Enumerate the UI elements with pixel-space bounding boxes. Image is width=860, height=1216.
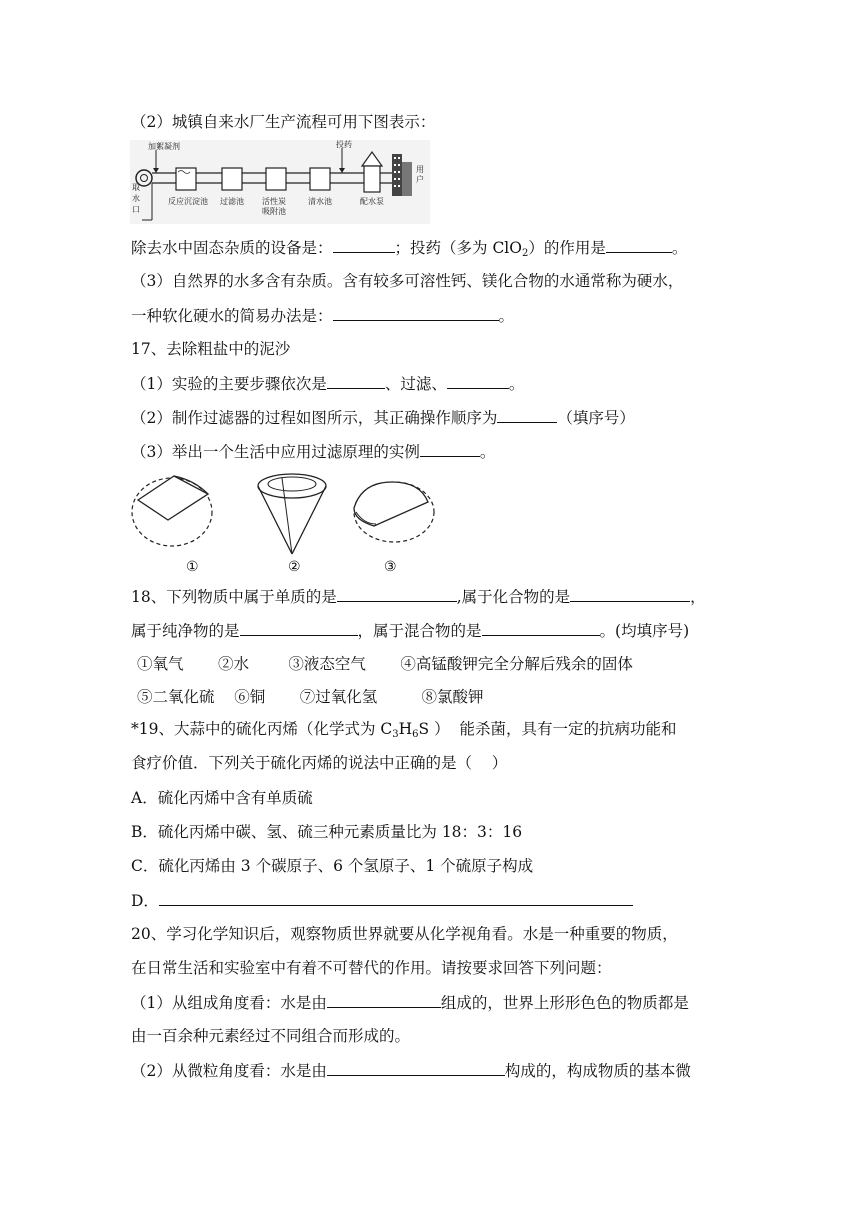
clear-water-tank — [310, 168, 330, 190]
answer-blank-example[interactable] — [420, 441, 480, 457]
q16-line-solid-impurities: 除去水中固态杂质的设备是： ；投药（多为 ClO$_2$）的作用是 。 — [131, 239, 688, 259]
q16-part3-text: （3）自然界的水多含有杂质。含有较多可溶性钙、镁化合物的水通常称为硬水， — [131, 272, 684, 290]
q17-part1: （1）实验的主要步骤依次是 、过滤、 。 — [131, 375, 525, 393]
fold-step-2-cone — [258, 474, 326, 554]
q17-part2: （2）制作过滤器的过程如图所示，其正确操作顺序为 （填序号） — [131, 409, 635, 427]
q16-part2-text: （2）城镇自来水厂生产流程可用下图表示： — [131, 113, 436, 131]
q17-title: 17、去除粗盐中的泥沙 — [131, 340, 291, 358]
answer-blank-compounds[interactable] — [570, 586, 690, 602]
q16-softening-line: 一种软化硬水的简易办法是： 。 — [131, 307, 515, 325]
intake-label-3: 口 — [132, 205, 140, 214]
answer-blank-step3[interactable] — [447, 373, 509, 389]
answer-blank-particle[interactable] — [327, 1060, 505, 1076]
q19-stem-line2: 食疗价值．下列关于硫化丙烯的说法中正确的是（ ） — [131, 754, 508, 772]
coagulant-label: 加絮凝剂 — [148, 142, 180, 151]
answer-blank-softening[interactable] — [333, 305, 499, 321]
q20-stem-line2: 在日常生活和实验室中有着不可替代的作用。请按要求回答下列问题： — [131, 959, 612, 977]
fold-step-1 — [132, 476, 212, 546]
fig-label-2: ② — [288, 559, 301, 575]
q18-items-row2: ⑤二氧化硫 ⑥铜 ⑦过氧化氢 ⑧氯酸钾 — [137, 688, 484, 706]
filter-tank — [222, 168, 242, 190]
dose-label: 投药 — [336, 140, 352, 149]
answer-blank-step1[interactable] — [327, 373, 385, 389]
q18-items-row1: ①氧气 ②水 ③液态空气 ④高锰酸钾完全分解后残余的固体 — [137, 655, 633, 673]
intake-label-1: 取 — [132, 183, 140, 192]
pump-label: 配水泵 — [360, 197, 384, 206]
q19-option-b[interactable]: B．硫化丙烯中碳、氢、硫三种元素质量比为 18：3：16 — [131, 823, 523, 841]
q19-option-c[interactable]: C．硫化丙烯由 3 个碳原子、6 个氢原子、1 个硫原子构成 — [131, 857, 534, 875]
user-label-1: 用 — [416, 165, 424, 174]
fig-label-3: ③ — [384, 559, 397, 575]
answer-blank-order[interactable] — [497, 407, 557, 423]
q20-part2: （2）从微粒角度看：水是由 构成的，构成物质的基本微 — [131, 1062, 691, 1080]
fold-step-3 — [354, 482, 434, 542]
answer-blank-device[interactable] — [333, 237, 395, 253]
fig-label-1: ① — [186, 559, 199, 575]
q19-stem-line1: *19、大蒜中的硫化丙烯（化学式为 $C_3H_6S$ ） 能杀菌，具有一定的抗病功能和 — [131, 720, 677, 740]
answer-blank-composition[interactable] — [327, 992, 441, 1008]
q20-stem-line1: 20、学习化学知识后，观察物质世界就要从化学视角看。水是一种重要的物质， — [131, 925, 678, 943]
reaction-tank-label: 反应沉淀池 — [168, 197, 208, 206]
carbon-tank — [266, 168, 286, 190]
q19-option-d[interactable]: D． — [131, 890, 633, 911]
answer-blank-clo2-role[interactable] — [606, 237, 672, 253]
user-label-2: 户 — [416, 175, 424, 184]
q20-part1: （1）从组成角度看：水是由 组成的，世界上形形色色的物质都是 — [131, 994, 689, 1012]
q18-line1: 18、下列物质中属于单质的是 ,属于化合物的是 ， — [131, 588, 706, 606]
q17-part3: （3）举出一个生活中应用过滤原理的实例 。 — [131, 443, 496, 461]
carbon-tank-label-1: 活性炭 — [262, 197, 286, 206]
water-plant-flow-diagram — [130, 140, 430, 224]
answer-blank-pure[interactable] — [240, 620, 358, 636]
filter-paper-folding-figure — [128, 468, 448, 578]
intake-label-2: 水 — [132, 194, 140, 203]
carbon-tank-label-2: 吸附池 — [262, 207, 286, 216]
answer-blank-elements[interactable] — [337, 586, 457, 602]
answer-blank-mixture[interactable] — [482, 620, 600, 636]
filter-tank-label: 过滤池 — [220, 197, 244, 206]
q20-part1-cont: 由一百余种元素经过不同组合而形成的。 — [131, 1027, 411, 1045]
clear-tank-label: 清水池 — [308, 197, 332, 206]
q19-option-a[interactable]: A．硫化丙烯中含有单质硫 — [131, 789, 313, 807]
reaction-tank — [176, 168, 196, 190]
answer-blank-option-d[interactable] — [159, 890, 633, 906]
q18-line2: 属于纯净物的是 ，属于混合物的是 。(均填序号) — [131, 622, 690, 640]
